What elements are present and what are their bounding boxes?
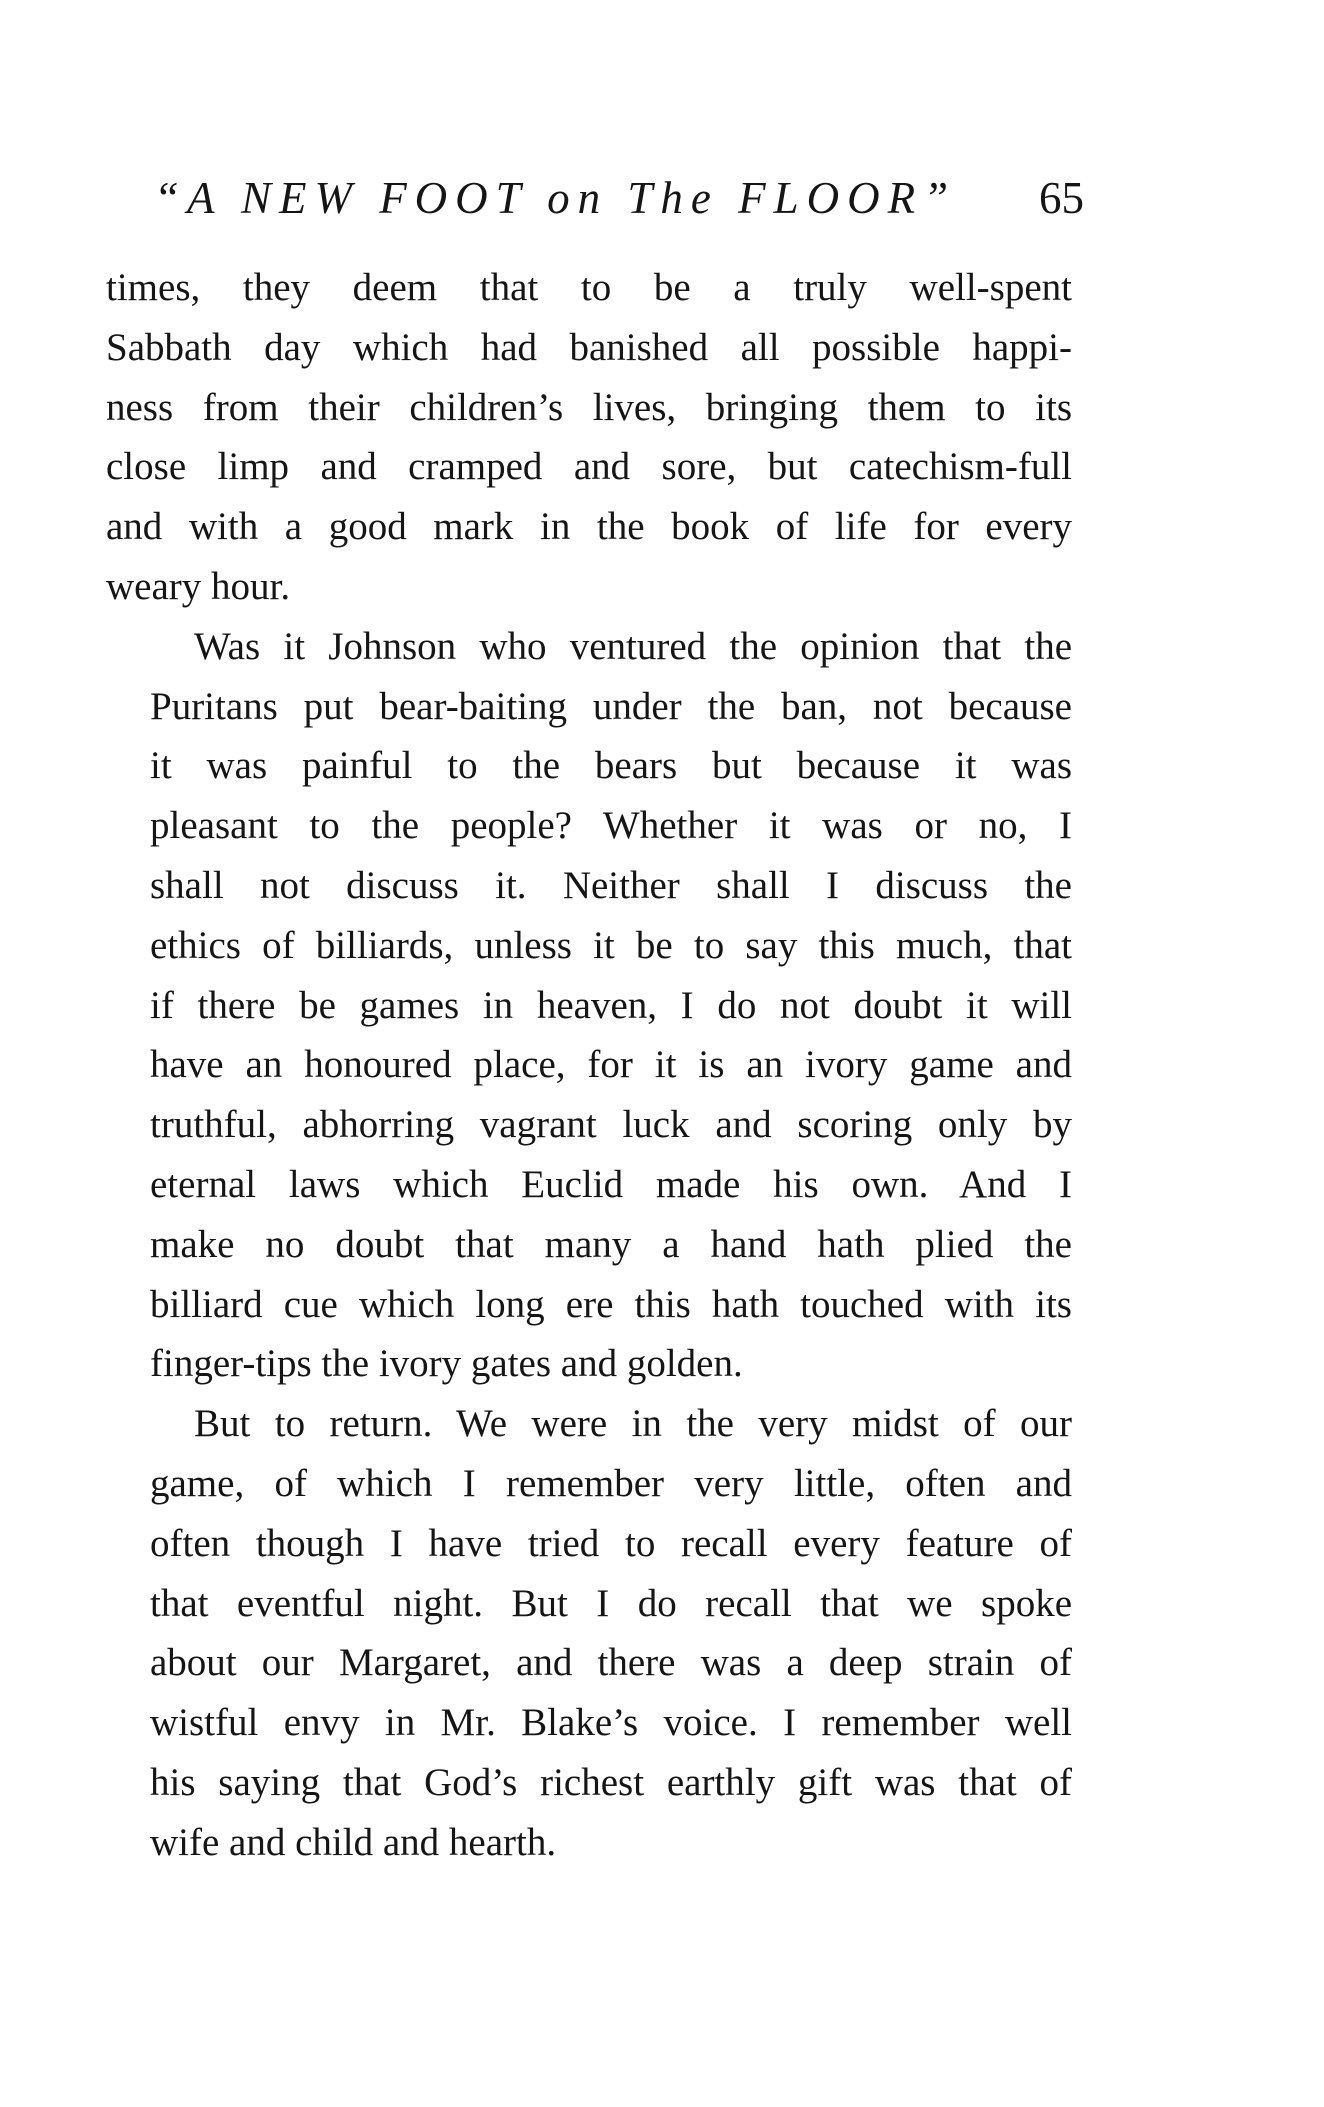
text-line: it was painful to the bears but because it was (150, 744, 1072, 788)
text-line: billiard cue which long ere this hath touched with its (150, 1282, 1072, 1326)
text-line: often though I have tried to recall every feature of (150, 1521, 1072, 1565)
text-line: pleasant to the people? Whether it was or no, I (150, 804, 1072, 848)
text-line: that eventful night. But I do recall that we spoke (150, 1581, 1072, 1625)
text-line: have an honoured place, for it is an ivory game and (150, 1043, 1072, 1087)
text-line: Was it Johnson who ventured the opinion that the (194, 624, 1072, 668)
text-line: finger-tips the ivory gates and golden. (150, 1342, 743, 1386)
paragraph-1 (106, 258, 1072, 617)
page-number: 65 (1039, 173, 1084, 223)
body-text (106, 258, 1072, 1873)
paragraph-3 (106, 1394, 1072, 1872)
text-line: But to return. We were in the very midst of our (194, 1402, 1072, 1446)
text-line: truthful, abhorring vagrant luck and scoring only by (150, 1103, 1072, 1147)
page-header (104, 168, 1084, 228)
text-line: about our Margaret, and there was a deep strain of (150, 1641, 1072, 1685)
text-line: make no doubt that many a hand hath plied the (150, 1222, 1072, 1266)
running-title: “A NEW FOOT on The FLOOR” (154, 173, 957, 223)
text-line: ethics of billiards, unless it be to say this much, that (150, 923, 1072, 967)
text-line: wife and child and hearth. (150, 1820, 557, 1864)
text-line: times, they deem that to be a truly well-spent (106, 266, 1072, 309)
text-line: wistful envy in Mr. Blake’s voice. I remember well (150, 1701, 1072, 1745)
text-line: weary hour. (106, 564, 291, 608)
text-line: and with a good mark in the book of life for every (106, 505, 1072, 549)
text-line: Puritans put bear-baiting under the ban, not because (150, 684, 1072, 728)
text-line: if there be games in heaven, I do not doubt it will (150, 983, 1072, 1027)
text-line: shall not discuss it. Neither shall I discuss the (150, 863, 1072, 907)
text-line: Sabbath day which had banished all possible happi- (106, 325, 1072, 369)
text-line: ness from their children’s lives, bringing them to its (106, 385, 1072, 429)
paragraph-2 (106, 617, 1072, 1394)
text-line: close limp and cramped and sore, but catechism-full (106, 445, 1072, 489)
text-line: game, of which I remember very little, often and (150, 1461, 1072, 1505)
text-line: eternal laws which Euclid made his own. And I (150, 1162, 1072, 1206)
text-line: his saying that God’s richest earthly gift was that of (150, 1760, 1072, 1804)
